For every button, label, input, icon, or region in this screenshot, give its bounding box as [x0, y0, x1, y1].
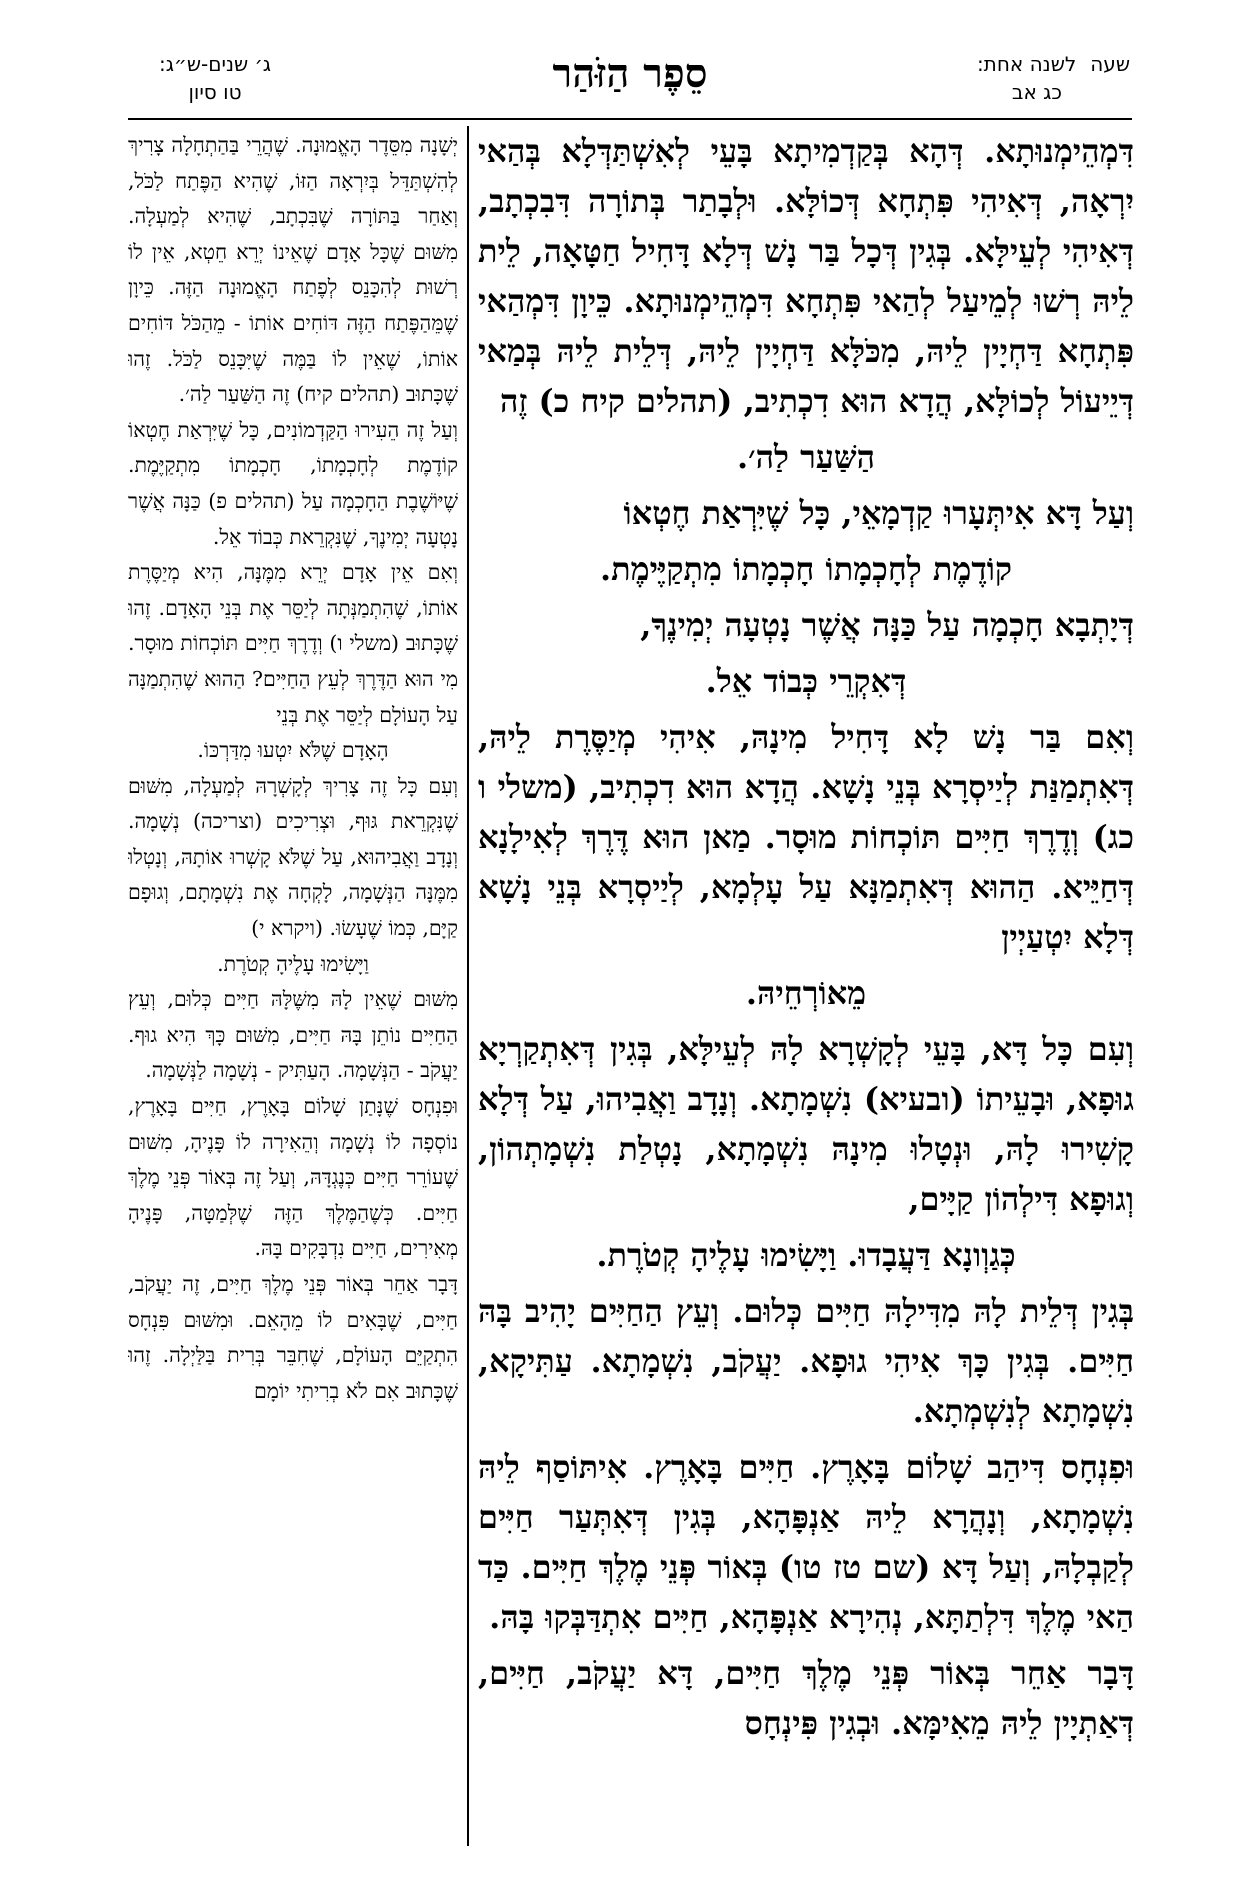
zohar-paragraph: וּפִנְחָס דִּיהַב שָׁלוֹם בָּאָרֶץ. חַיִּים בָּאָרֶץ. אִיתּוֹסַף לֵיהּ נִשְׁמָתָא, וְנָהֲרָא לֵיהּ אַנְפָּהָא, בְּגִין דְּאִתְּעַר חַיִּים לְקַבְלָהּ, וְעַל דָּא (שם טז טו) בְּאוֹר פְּנֵי מֶלֶךְ חַיִּים. כַּד הַאי מֶלֶךְ דִּלְתַתָּא, נְהִירָא אַנְפָּהָא, חַיִּים אִתְדַּבְּקוּ בָּהּ.	[478, 1448, 1134, 1636]
page-header	[130, 42, 1130, 122]
zohar-main-column	[478, 126, 1134, 1846]
header-study-label: שעה	[1090, 52, 1130, 76]
commentary-paragraph-end: הָאָדָם שֶׁלֹּא יִטְעוּ מִדַּרְכּוֹ.	[197, 738, 389, 763]
zohar-paragraph: דָּבָר אַחֵר בְּאוֹר פְּנֵי מֶלֶךְ חַיִּים, דָּא יַעֲקֹב, חַיִּים, דְּאַתְיָין לֵיהּ מֵאִימָּא. וּבְגִין פִּינְחָס	[478, 1654, 1134, 1742]
page-title: סֵפֶר הַזֹּהַר	[552, 50, 708, 97]
zohar-paragraph: וְעַל דָּא אִיתְּעָרוּ קַדְמָאֵי, כָּל שֶׁיִּרְאַת חֶטְאוֹ	[623, 494, 1134, 532]
header-left-block	[130, 52, 300, 104]
commentary-paragraph: וְעַל זֶה הֵעִירוּ הַקַּדְמוֹנִים, כָּל שֶׁיִּרְאַת חֶטְאוֹ קוֹדֶמֶת לְחָכְמָתוֹ, חָכְמָתוֹ מִתְקַיֶּמֶת. שֶׁיּוֹשֶׁבֶת הַחָכְמָה עַל (תהלים פ) כַּנָּה אֲשֶׁר נָטְעָה יְמִינֶךָ, שֶׁנִּקְרֵאת כְּבוֹד אֵל.	[128, 417, 458, 549]
commentary-paragraph: וּפִנְחָס שֶׁנָּתַן שָׁלוֹם בָּאָרֶץ, חַיִּים בָּאָרֶץ, נוֹסְפָה לוֹ נְשָׁמָה וְהֵאִירָה לוֹ פָּנֶיהָ, מִשּׁוּם שֶׁעוֹרֵר חַיִּים כְּנֶגְדָּהּ, וְעַל זֶה בְּאוֹר פְּנֵי מֶלֶךְ חַיִּים. כְּשֶׁהַמֶּלֶךְ הַזֶּה שֶׁלְּמַטָּה, פָּנֶיהָ מְאִירִים, חַיִּים נִדְבָּקִים בָּהּ.	[128, 1094, 458, 1261]
commentary-paragraph: וְאִם אֵין אָדָם יְרֵא מִמֶּנָּה, הִיא מְיַסֶּרֶת אוֹתוֹ, שֶׁהִתְמַנְּתָה לְיַסֵּר אֶת בְּנֵי הָאָדָם. זֶהוּ שֶׁכָּתוּב (משלי ו) וְדֶרֶךְ חַיִּים תּוֹכְחוֹת מוּסָר. מִי הוּא הַדֶּרֶךְ לְעֵץ הַחַיִּים? הַהוּא שֶׁהִתְמַנָּה עַל הָעוֹלָם לְיַסֵּר אֶת בְּנֵי	[128, 560, 458, 727]
header-cycle-label: ג׳ שנים-ש״ג:	[158, 52, 272, 76]
zohar-paragraph-end: מֵאוֹרְחֵיהּ.	[745, 974, 867, 1012]
commentary-paragraph: דָּבָר אַחֵר בְּאוֹר פְּנֵי מֶלֶךְ חַיִּים, זֶה יַעֲקֹב, חַיִּים, שֶׁבָּאִים לוֹ מֵהָאֵם. וּמִשּׁוּם פִּנְחָס הִתְקַיֵּם הָעוֹלָם, שֶׁחִבֵּר בְּרִית בַּלַּיְלָה. זֶהוּ שֶׁכָּתוּב אִם לֹא בְרִיתִי יוֹמָם	[128, 1272, 458, 1403]
column-divider	[467, 126, 469, 1846]
zohar-paragraph-line: דְּיָתְבָא חָכְמָה עַל כַּנָּה אֲשֶׁר נָטְעָה יְמִינֶךָ,	[640, 606, 1134, 644]
header-right-block	[977, 52, 1130, 104]
commentary-paragraph: וְעִם כָּל זֶה צָרִיךְ לְקָשְׁרָהּ לְמַעְלָה, מִשּׁוּם שֶׁנִּקְרֵאת גּוּף, וּצְרִיכִים (וצריכה) נְשָׁמָה. וְנָדָב וַאֲבִיהוּא, עַל שֶׁלֹּא קָשְׁרוּ אוֹתָהּ, וְנָטְלוּ מִמֶּנָּה הַנְּשָׁמָה, לָקְחָה אֶת נִשְׁמָתָם, וְגוּפָם קַיָּם, כְּמוֹ שֶׁעָשׂוּ. (ויקרא י)	[128, 773, 458, 941]
commentary-paragraph: יְשָׁנָה מִסֵּדֶר הָאֱמוּנָה. שֶׁהֲרֵי בַּהַתְחָלָה צָרִיךְ לְהִשְׁתַּדֵּל בְּיִרְאָה הַזּוֹ, שֶׁהִיא הַפֶּתַח לַכֹּל, וְאַחַר בַּתּוֹרָה שֶׁבִּכְתָב, שֶׁהִיא לְמַעְלָה. מִשּׁוּם שֶׁכָּל אָדָם שֶׁאֵינוֹ יְרֵא חֵטְא, אֵין לוֹ רְשׁוּת לְהִכָּנֵס לְפֶתַח הָאֱמוּנָה הַזֶּה. כֵּיוָן שֶׁמֵּהַפֶּתַח הַזֶּה דּוֹחִים אוֹתוֹ - מֵהַכֹּל דּוֹחִים אוֹתוֹ, שֶׁאֵין לוֹ בַּמֶּה שֶׁיִּכָּנֵס לַכֹּל. זֶהוּ שֶׁכָּתוּב (תהלים קיח) זֶה הַשַּׁעַר לַה׳.	[128, 133, 458, 407]
zohar-paragraph-line: קוֹדֶמֶת לְחָכְמָתוֹ חָכְמָתוֹ מִתְקַיֶּימֶת.	[599, 550, 1013, 588]
zohar-paragraph: בְּגִין דְּלֵית לָהּ מִדִּילָהּ חַיִּים כְּלוּם. וְעֵץ הַחַיִּים יָהִיב בָּהּ חַיִּים. בְּגִין כָּךְ אִיהִי גוּפָא. יַעֲקֹב, נִשְׁמָתָא. עַתִּיקָא, נִשְׁמָתָא לְנִשְׁמְתָא.	[478, 1292, 1134, 1430]
zohar-paragraph	[478, 126, 1134, 426]
zohar-paragraph: וְאִם בַּר נָשׁ לָא דָּחִיל מִינָהּ, אִיהִי מְיַסֶּרֶת לֵיהּ, דְּאִתְמַנַּת לְיַיסְרָא בְּנֵי נָשָׁא. הֲדָא הוּא דִכְתִיב, (משלי ו כג) וְדֶרֶךְ חַיִּים תּוֹכְחוֹת מוּסָר. מַאן הוּא דֶּרֶךְ לְאִילָנָא דְּחַיֵּיא. הַהוּא דְּאִתְמַנָּא עַל עָלְמָא, לְיַיסְרָא בְּנֵי נָשָׁא דְּלָא יִטְעַיְין	[478, 718, 1134, 956]
commentary-paragraph: מִשּׁוּם שֶׁאֵין לָהּ מִשֶּׁלָּהּ חַיִּים כְּלוּם, וְעֵץ הַחַיִּים נוֹתֵן בָּהּ חַיִּים, מִשּׁוּם כָּךְ הִיא גוּף. יַעֲקֹב - הַנְּשָׁמָה. הָעַתִּיק - נְשָׁמָה לַנְּשָׁמָה.	[128, 987, 458, 1083]
commentary-paragraph-end: וַיָּשִׂימוּ עָלֶיהָ קְטֹרֶת.	[217, 951, 369, 976]
zohar-text: דִּמְהֵימְנוּתָא. דְּהָא בְּקַדְמִיתָא בָּעֵי לְאִשְׁתַּדְּלָא בְּהַאי יִרְאָה, דְּאִיהִי פִּתְחָא דְּכוֹלָּא. וּלְבָתַר בְּתוֹרָה דִּבִכְתָב, דְּאִיהִי לְעֵילָּא. בְּגִין דְּכָל בַּר נָשׁ דְּלָא דָּחִיל חַטָּאָה, לֵית לֵיהּ רְשׁוּ לְמֵיעַל לְהַאי פִּתְחָא דִּמְהֵימְנוּתָא. כֵּיוָן דִּמְהַאי פִּתְחָא דַּחְיָין לֵיהּ, מִכֹּלָּא דַּחְיָין לֵיהּ, דְּלֵית לֵיהּ בְּמַאי דְּיֵיעוֹל לְכוֹלָּא, הֲדָא הוּא דִכְתִיב, (תהלים קיח כ) זֶה	[478, 132, 1134, 420]
commentary-column	[128, 128, 458, 1844]
zohar-paragraph-end: הַשַּׁעַר לַה׳.	[737, 438, 875, 476]
header-year-label: לשנה אחת:	[976, 52, 1077, 76]
header-left-date: טו סיון	[188, 80, 242, 104]
zohar-paragraph-end: כְּגַוְונָא דַּעֲבָדוּ. וַיָּשִׂימוּ עָלֶיהָ קְטֹרֶת.	[596, 1236, 1016, 1274]
zohar-paragraph: וְעִם כָּל דָּא, בָּעֵי לְקָשְׁרָא לָהּ לְעֵילָּא, בְּגִין דְּאִתְקַרְיָא גוּפָא, וּבָעֵיתוֹ (ובעיא) נִשְׁמָתָא. וְנָדָב וַאֲבִיהוּ, עַל דְּלָא קָשִׁירוּ לָהּ, וּנְטָלוּ מִינָהּ נִשְׁמָתָא, נָטְלַת נִשְׁמָתְהוֹן, וְגוּפָא דִּילְהוֹן קַיָּים,	[478, 1030, 1134, 1218]
header-divider	[128, 118, 1132, 120]
zohar-paragraph-end: דְּאִקְרֵי כְּבוֹד אֵל.	[705, 662, 907, 700]
header-right-date: כג אב	[1011, 80, 1062, 104]
